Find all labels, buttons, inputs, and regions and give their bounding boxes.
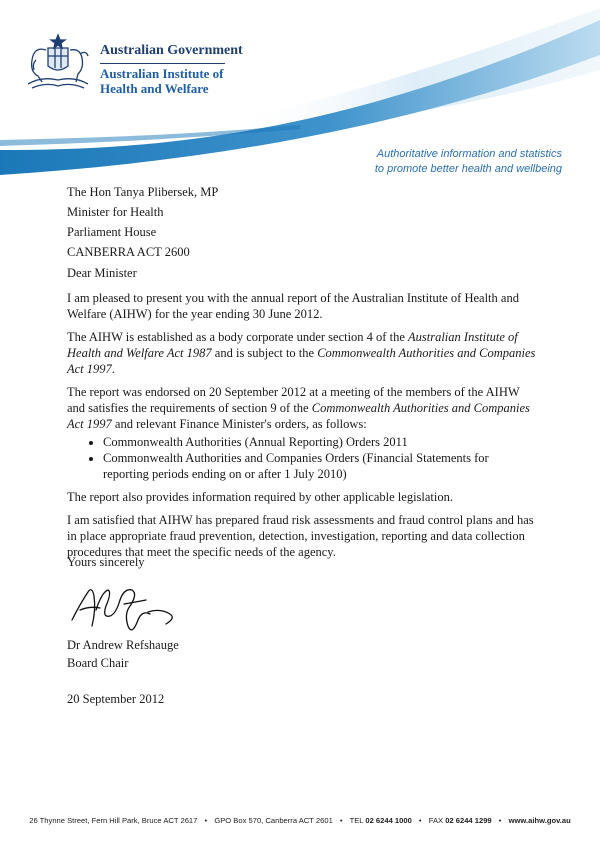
- institute-name-line2: Health and Welfare: [100, 81, 209, 96]
- government-name: Australian Government: [100, 43, 243, 58]
- paragraph-5: I am satisfied that AIHW has prepared fraud risk assessments and fraud control plans and has in place appropriate fraud prevention, detection, investigation, reporting and data collection procedures that meet the specific needs of the agency.: [67, 513, 534, 559]
- tagline-line1: Authoritative information and statistics: [376, 148, 562, 160]
- footer-address: 26 Thynne Street, Fern Hill Park, Bruce ACT 2617: [29, 816, 198, 825]
- signer-block: [67, 636, 179, 672]
- addressee-name: The Hon Tanya Plibersek, MP: [67, 185, 219, 199]
- header-divider: [100, 63, 225, 64]
- letter-date: 20 September 2012: [67, 692, 165, 706]
- paragraph-4: The report also provides information required by other applicable legislation.: [67, 490, 453, 504]
- footer-tel-label: TEL: [349, 816, 366, 825]
- p3-text-a: The report was endorsed on 20 September 2012 at a meeting of the members of the AIHW and satisfies the requirements of section 9 of the: [67, 385, 520, 415]
- addressee-city: CANBERRA ACT 2600: [67, 245, 190, 259]
- signer-title: Board Chair: [67, 656, 129, 670]
- p2-text-e: .: [111, 362, 115, 376]
- orders-list: [67, 434, 537, 482]
- p2-act-title-2: Commonwealth Authorities and Companies Act 1997: [67, 346, 536, 376]
- institute-name-line1: Australian Institute of: [100, 66, 224, 81]
- addressee-role: Minister for Health: [67, 205, 164, 219]
- paragraph-3: [67, 384, 537, 432]
- footer-website-link[interactable]: www.aihw.gov.au: [508, 816, 571, 825]
- institute-name: [100, 66, 260, 96]
- p2-text-a: The AIHW is established as a body corporate under section 4 of the: [67, 330, 408, 344]
- footer-fax: 02 6244 1299: [445, 816, 492, 825]
- salutation: Dear Minister: [67, 266, 137, 280]
- p3-text-c: and relevant Finance Minister's orders, as follows:: [111, 417, 367, 431]
- p2-text-c: and is subject to the: [211, 346, 318, 360]
- signoff: Yours sincerely: [67, 555, 145, 569]
- list-item: • Commonwealth Authorities and Companies Orders (Financial Statements for reporting periods ending on or after 1 July 2010): [103, 450, 537, 482]
- signer-name: Dr Andrew Refshauge: [67, 638, 179, 652]
- footer-fax-label: FAX: [428, 816, 446, 825]
- p3-act-title: Commonwealth Authorities and Companies Act 1997: [67, 401, 530, 431]
- footer-postal: GPO Box 570, Canberra ACT 2601: [214, 816, 333, 825]
- footer-separator: •: [498, 816, 502, 825]
- p2-act-title: Australian Institute of Health and Welfare Act 1987: [67, 330, 518, 360]
- addressee-block: [67, 182, 218, 262]
- addressee-location: Parliament House: [67, 225, 157, 239]
- coat-of-arms-icon: [22, 30, 94, 92]
- letter-body: [67, 265, 537, 567]
- paragraph-1: I am pleased to present you with the annual report of the Australian Institute of Health and Welfare (AIHW) for the year ending 30 June 2012.: [67, 291, 519, 321]
- footer-tel: 02 6244 1000: [365, 816, 412, 825]
- footer-separator: •: [204, 816, 208, 825]
- footer-separator: •: [418, 816, 422, 825]
- tagline: [375, 147, 562, 177]
- list-item: • Commonwealth Authorities (Annual Reporting) Orders 2011: [103, 434, 537, 450]
- tagline-line2: to promote better health and wellbeing: [374, 163, 562, 175]
- paragraph-2: [67, 329, 537, 377]
- footer: [0, 816, 600, 825]
- footer-separator: •: [339, 816, 343, 825]
